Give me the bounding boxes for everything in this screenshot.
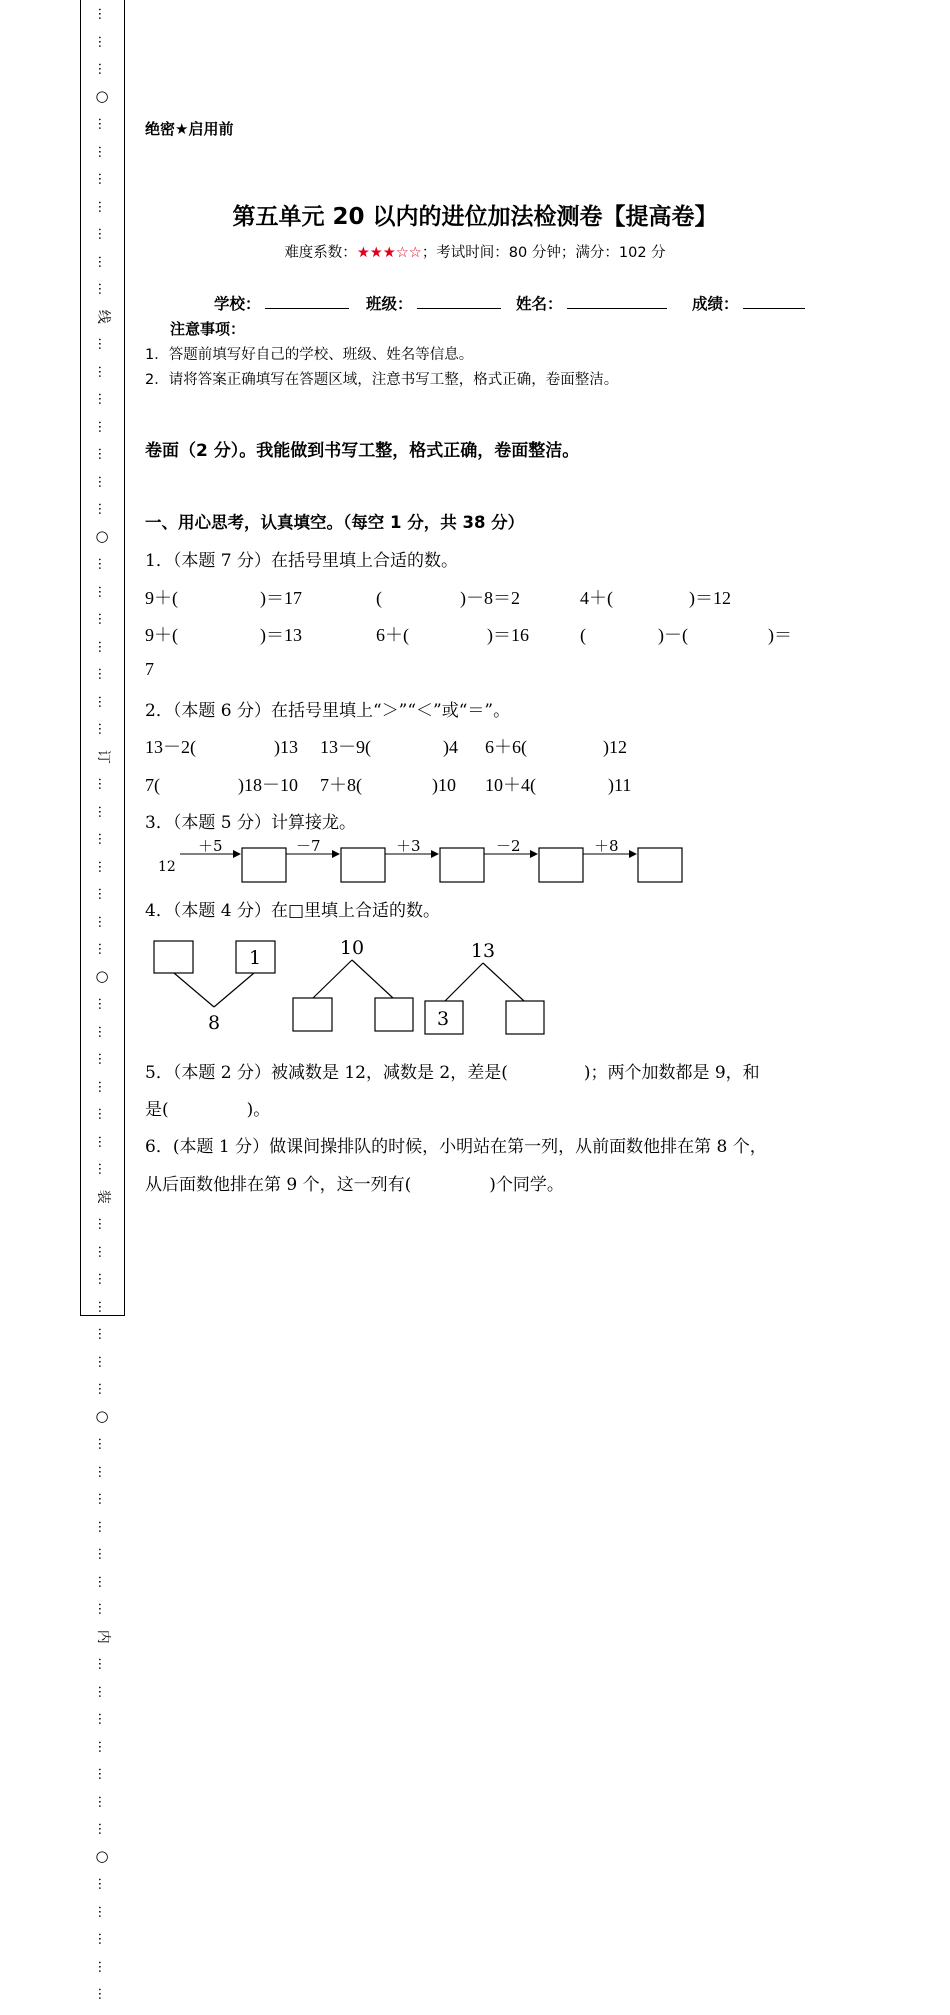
q1-expr: 4＋( )＝12 (580, 588, 731, 608)
binding-dots: … (94, 1987, 110, 2001)
chain-answer-box[interactable] (638, 848, 682, 882)
class-field[interactable] (366, 292, 501, 314)
binding-dots: … (94, 1162, 110, 1176)
binding-dots: … (94, 942, 110, 956)
binding-dots: … (94, 722, 110, 736)
binding-dots: … (94, 914, 110, 928)
q2-expr: 6＋6( )12 (485, 737, 627, 757)
number-bond-diagram (140, 930, 560, 1040)
binding-dots: … (94, 1794, 110, 1808)
binding-dots: … (94, 1574, 110, 1588)
question-6-line: 从后面数他排在第 9 个，这一列有( )个同学。 (145, 1175, 564, 1195)
name-field[interactable] (516, 292, 667, 314)
q2-expr: 7( )18－10 (145, 775, 298, 795)
binding-dots: … (94, 667, 110, 681)
binding-dots: … (94, 34, 110, 48)
chain-op: ＋5 (198, 840, 223, 855)
binding-label-inside: 内 (94, 1629, 111, 1644)
binding-dots: … (94, 1134, 110, 1148)
bond-answer-box[interactable] (375, 998, 413, 1031)
q1-expr-wrap: 7 (145, 659, 154, 679)
binding-dots: … (94, 1959, 110, 1973)
binding-dots: … (94, 474, 110, 488)
q2-expr: 13－9( )4 (320, 737, 458, 757)
binding-dots: … (94, 584, 110, 598)
binding-dots: … (94, 1107, 110, 1121)
binding-dots: … (94, 1217, 110, 1231)
question-2-text: 2．（本题 6 分）在括号里填上“＞”“＜”或“＝”。 (145, 701, 511, 721)
bond-value: 8 (207, 1012, 221, 1034)
notes-title: 注意事项： (170, 320, 246, 338)
binding-circle: ○ (95, 1406, 109, 1425)
chain-op: －2 (496, 840, 521, 855)
binding-dots: … (94, 1547, 110, 1561)
chain-answer-box[interactable] (242, 848, 286, 882)
bond-answer-box[interactable] (293, 998, 332, 1031)
binding-dots: … (94, 1272, 110, 1286)
binding-dots: … (94, 1244, 110, 1258)
binding-dots: … (94, 62, 110, 76)
school-blank[interactable] (265, 294, 349, 309)
binding-dots: … (94, 1767, 110, 1781)
note-item: 1．答题前填写好自己的学校、班级、姓名等信息。 (145, 347, 474, 363)
chain-op: ＋8 (594, 840, 619, 855)
binding-dots: … (94, 777, 110, 791)
q2-expr: 13－2( )13 (145, 737, 298, 757)
binding-dots: … (94, 997, 110, 1011)
bond-value: 3 (436, 1008, 450, 1030)
q1-expr: 9＋( )＝17 (145, 588, 302, 608)
bond-value: 1 (248, 947, 262, 969)
confidential-label: 绝密★启用前 (145, 120, 234, 138)
binding-dots: … (94, 364, 110, 378)
section-heading: 一、用心思考，认真填空。（每空 1 分，共 38 分） (145, 513, 525, 532)
score-field[interactable] (692, 292, 805, 314)
binding-dots: … (94, 1877, 110, 1891)
binding-dots: … (94, 1492, 110, 1506)
bond-branch (174, 973, 214, 1007)
chain-answer-box[interactable] (440, 848, 484, 882)
difficulty-stars-empty: ☆☆ (395, 245, 422, 261)
binding-dots: … (94, 639, 110, 653)
binding-dots: … (94, 832, 110, 846)
binding-circle: ○ (95, 86, 109, 105)
q1-expr: 9＋( )＝13 (145, 625, 302, 645)
binding-dots: … (94, 447, 110, 461)
bond-branch (214, 973, 254, 1007)
question-5-line: 5．（本题 2 分）被减数是 12，减数是 2，差是( )；两个加数都是 9，和 (145, 1063, 760, 1083)
note-item: 2．请将答案正确填写在答题区域，注意书写工整，格式正确，卷面整洁。 (145, 372, 619, 388)
binding-dots: … (94, 1327, 110, 1341)
bond-branch (445, 963, 483, 1001)
binding-dots: … (94, 1464, 110, 1478)
binding-dots: … (94, 1354, 110, 1368)
class-label: 班级： (366, 295, 413, 313)
chain-answer-box[interactable] (539, 848, 583, 882)
binding-dots: … (94, 804, 110, 818)
binding-dots: … (94, 1052, 110, 1066)
binding-dots: … (94, 7, 110, 21)
class-blank[interactable] (417, 294, 501, 309)
binding-dots: … (94, 254, 110, 268)
binding-dots: … (94, 227, 110, 241)
binding-dots: … (94, 502, 110, 516)
binding-label-line: 线 (94, 309, 111, 324)
q2-expr: 10＋4( )11 (485, 775, 632, 795)
score-blank[interactable] (743, 294, 805, 309)
question-3-text: 3．（本题 5 分）计算接龙。 (145, 813, 356, 833)
binding-dots: … (94, 694, 110, 708)
q1-expr: ( )－( )＝ (580, 625, 792, 645)
binding-dots: … (94, 1684, 110, 1698)
binding-dots: … (94, 557, 110, 571)
bond-branch (352, 960, 393, 998)
school-field[interactable] (214, 292, 349, 314)
binding-dots: … (94, 282, 110, 296)
binding-dots: … (94, 1602, 110, 1616)
calc-chain-diagram (140, 840, 700, 890)
school-label: 学校： (214, 295, 261, 313)
question-6-line: 6．(本题 1 分）做课间操排队的时候，小明站在第一列，从前面数他排在第 8 个， (145, 1137, 767, 1157)
binding-circle: ○ (95, 1846, 109, 1865)
binding-dots: … (94, 392, 110, 406)
binding-dots: … (94, 612, 110, 626)
binding-dots: … (94, 199, 110, 213)
binding-dots: … (94, 1382, 110, 1396)
chain-op: ＋3 (396, 840, 421, 855)
exam-info: ；考试时间：80 分钟；满分：102 分 (421, 245, 666, 261)
q1-expr: 6＋( )＝16 (376, 625, 529, 645)
binding-dots: … (94, 1079, 110, 1093)
binding-dots: … (94, 859, 110, 873)
bond-branch (483, 963, 524, 1001)
binding-dots: … (94, 1904, 110, 1918)
binding-circle: ○ (95, 966, 109, 985)
binding-dots: … (94, 1519, 110, 1533)
chain-answer-box[interactable] (341, 848, 385, 882)
binding-dots: … (94, 1712, 110, 1726)
chain-op: －7 (296, 840, 321, 855)
name-blank[interactable] (567, 294, 667, 309)
binding-dots: … (94, 1822, 110, 1836)
binding-circle: ○ (95, 526, 109, 545)
exam-meta (0, 241, 950, 262)
name-label: 姓名： (516, 295, 563, 313)
chain-start: 12 (158, 859, 176, 875)
binding-label-install: 装 (94, 1189, 111, 1204)
page-title: 第五单元 20 以内的进位加法检测卷【提高卷】 (232, 204, 718, 230)
neatness-statement: 卷面（2 分）。我能做到书写工整，格式正确，卷面整洁。 (145, 441, 580, 461)
difficulty-stars-filled: ★★★ (356, 245, 396, 261)
binding-dots: … (94, 1932, 110, 1946)
binding-dots: … (94, 337, 110, 351)
binding-dots: … (94, 1299, 110, 1313)
bond-answer-box[interactable] (506, 1001, 544, 1034)
binding-dots: … (94, 1657, 110, 1671)
score-label: 成绩： (692, 295, 739, 313)
question-4-text: 4．（本题 4 分）在□里填上合适的数。 (145, 901, 441, 921)
binding-dots: … (94, 1739, 110, 1753)
bond-branch (313, 960, 352, 998)
question-1-text: 1．（本题 7 分）在括号里填上合适的数。 (145, 551, 458, 571)
binding-dots: … (94, 419, 110, 433)
binding-dots: … (94, 1024, 110, 1038)
bond-value: 10 (339, 937, 365, 959)
binding-dots: … (94, 144, 110, 158)
question-5-line: 是( )。 (145, 1100, 271, 1120)
binding-dots: … (94, 117, 110, 131)
binding-dots: … (94, 1437, 110, 1451)
q1-expr: ( )－8＝2 (376, 588, 520, 608)
q2-expr: 7＋8( )10 (320, 775, 456, 795)
difficulty-label: 难度系数： (284, 245, 357, 261)
binding-label-bind: 订 (94, 749, 111, 764)
binding-dots: … (94, 887, 110, 901)
bond-answer-box[interactable] (154, 941, 193, 973)
binding-dots: … (94, 172, 110, 186)
bond-value: 13 (470, 940, 496, 962)
